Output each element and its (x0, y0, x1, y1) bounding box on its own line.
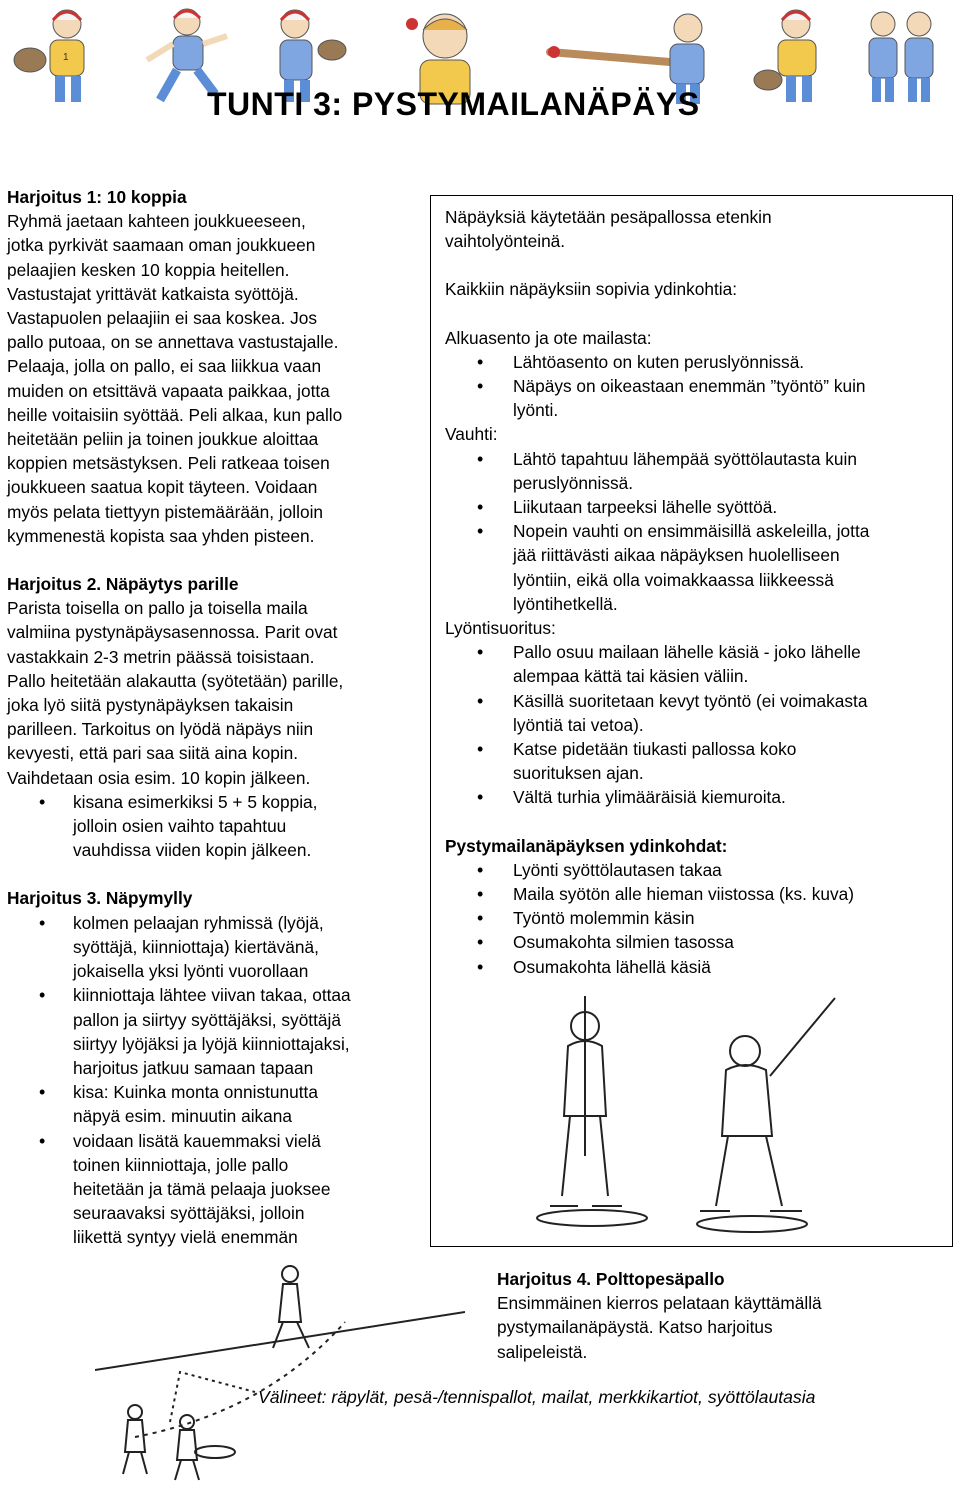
exercise-4-text (497, 1291, 947, 1364)
bullet-line: lyöntihetkellä. (513, 593, 618, 614)
bullet-line: liikettä syntyy vielä enemmän (73, 1227, 298, 1248)
text-line: koppien metsästyksen. Peli ratkeaa toisen (7, 453, 330, 474)
bullet-line: • Pallo osuu mailaan lähelle käsiä - joko lähelle (513, 642, 861, 663)
bullet-line: seuraavaksi syöttäjäksi, jolloin (73, 1203, 305, 1224)
text-line: Pallo heitetään alakautta (syötetään) parille, (7, 670, 344, 691)
text-line: pelaajien kesken 10 koppia heitellen. (7, 259, 290, 280)
text-line: kevyesti, että pari saa siitä aina kopin. (7, 743, 299, 764)
bullet-line: heitetään ja tämä pelaaja juoksee (73, 1178, 331, 1199)
text-line: Pelaaja, jolla on pallo, ei saa liikkua vaan (7, 356, 322, 377)
text-line: vastakkain 2-3 metrin päässä toisistaan. (7, 646, 315, 667)
stance-bullets (445, 350, 945, 423)
bullet-item (513, 955, 945, 979)
text-line: salipeleistä. (497, 1341, 588, 1362)
text-line: muiden on etsittävä vapaata paikkaa, jotta (7, 380, 330, 401)
bullet-item (513, 640, 945, 688)
text-line: Vastapuolen pelaajiin ei saa koskea. Jos (7, 308, 317, 329)
batter-line-drawing (530, 996, 840, 1236)
text-line: parilleen. Tarkoitus on lyödä näpäys niin (7, 719, 314, 740)
bullet-line: • Maila syötön alle hieman viistossa (ks. kuva) (513, 884, 854, 905)
bullet-line: • voidaan lisätä kauemmaksi vielä (73, 1130, 321, 1151)
bullet-line: syöttäjä, kiinniottaja) kiertävänä, (73, 936, 319, 957)
bullet-line: • Osumakohta lähellä käsiä (513, 956, 711, 977)
bullet-line: • kisa: Kuinka monta onnistunutta (73, 1082, 318, 1103)
bullet-line: toinen kiinniottaja, jolle pallo (73, 1154, 289, 1175)
vertical-bunt-bullets (445, 858, 945, 979)
bullet-line: alempaa kättä tai käsien väliin. (513, 666, 749, 687)
bullet-line: • Lähtö tapahtuu lähempää syöttölautasta kuin (513, 448, 857, 469)
bullet-item (73, 1129, 422, 1250)
exercise-3-bullets (7, 911, 422, 1250)
bullet-item (73, 790, 422, 863)
bullet-line: jää riittävästi aikaa näpäyksen huolelliseen (513, 545, 840, 566)
bullet-line: suorituksen ajan. (513, 763, 644, 784)
bullet-line: harjoitus jatkuu samaan tapaan (73, 1057, 314, 1078)
bullet-line: • Käsillä suoritetaan kevyt työntö (ei voimakasta (513, 690, 868, 711)
player-fielding-illustration (738, 2, 848, 106)
speed-label: Vauhti: (445, 424, 498, 445)
bullet-item (513, 930, 945, 954)
text-line: valmiina pystynäpäysasennossa. Parit ovat (7, 622, 338, 643)
text-line: myös pelata tiettyyn pistemäärään, jolloin (7, 501, 324, 522)
bullet-line: • Vältä turhia ylimääräisiä kiemuroita. (513, 787, 786, 808)
bullet-line: • Osumakohta silmien tasossa (513, 932, 734, 953)
svg-text:1: 1 (63, 52, 69, 63)
bullet-item (513, 858, 945, 882)
batting-drill-drawing (95, 1262, 465, 1482)
key-points-heading: Kaikkiin näpäyksiin sopivia ydinkohtia: (445, 279, 738, 300)
exercise-2-text (7, 596, 422, 790)
text-line: joukkueen saatua kopit täyteen. Voidaan (7, 477, 318, 498)
exercise-4 (497, 1267, 947, 1364)
bullet-line: • kolmen pelaajan ryhmissä (lyöjä, (73, 912, 324, 933)
bullet-item (513, 350, 945, 374)
bullet-line: peruslyönnissä. (513, 472, 634, 493)
bullet-line: • Työntö molemmin käsin (513, 908, 695, 929)
bullet-line: • Katse pidetään tiukasti pallossa koko (513, 739, 797, 760)
bullet-line: jolloin osien vaihto tapahtuu (73, 816, 287, 837)
speed-bullets (445, 447, 945, 616)
text-line: kymmenestä kopista saa yhden pisteen. (7, 525, 315, 546)
bullet-item (73, 1080, 422, 1128)
player-catching-illustration (5, 2, 115, 106)
bullet-line: näpyä esim. minuutin aikana (73, 1106, 293, 1127)
bullet-item (513, 689, 945, 737)
bullet-line: • kisana esimerkiksi 5 + 5 koppia, (73, 791, 318, 812)
bullet-line: lyöntiin, eikä olla voimakkaassa liikkeessä (513, 569, 834, 590)
text-line: Parista toisella on pallo ja toisella maila (7, 598, 308, 619)
bullet-item (513, 374, 945, 422)
exercise-2-heading: Harjoitus 2. Näpäytys parille (7, 574, 239, 595)
bullet-item (73, 983, 422, 1080)
exercise-1-text (7, 209, 422, 548)
bullet-item (513, 906, 945, 930)
left-column (7, 185, 422, 1250)
text-line: Ryhmä jaetaan kahteen joukkueeseen, (7, 211, 306, 232)
text-line: vaihtolyönteinä. (445, 231, 566, 252)
bullet-line: • kiinniottaja lähtee viivan takaa, ottaa (73, 985, 351, 1006)
bullet-line: lyönti. (513, 400, 559, 421)
hit-label: Lyöntisuoritus: (445, 618, 556, 639)
bullet-item (73, 911, 422, 984)
text-line: Vaihdetaan osia esim. 10 kopin jälkeen. (7, 767, 311, 788)
text-line: jotka pyrkivät saamaan oman joukkueen (7, 235, 316, 256)
bullet-line: • Nopein vauhti on ensimmäisillä askeleilla, jotta (513, 521, 870, 542)
bullet-line: siirtyy lyöjäksi ja lyöjä kiinniottajaksi, (73, 1033, 350, 1054)
bullet-item (513, 737, 945, 785)
text-line: pystymailanäpäystä. Katso harjoitus (497, 1317, 773, 1338)
bullet-item (513, 447, 945, 495)
bullet-line: • Liikutaan tarpeeksi lähelle syöttöä. (513, 497, 778, 518)
exercise-2-bullets (7, 790, 422, 863)
exercise-4-heading: Harjoitus 4. Polttopesäpallo (497, 1269, 725, 1289)
stance-label: Alkuasento ja ote mailasta: (445, 327, 652, 348)
bullet-line: pallon ja siirtyy syöttäjäksi, syöttäjä (73, 1009, 341, 1030)
bullet-line: jokaisella yksi lyönti vuorollaan (73, 961, 309, 982)
bullet-line: lyöntiä tai vetoa). (513, 714, 644, 735)
text-line: Vastustajat yrittävät katkaista syöttöjä. (7, 283, 299, 304)
text-line: joka lyö siitä pystynäpäyksen takaisin (7, 695, 294, 716)
box-intro (445, 205, 945, 253)
text-line: pallo putoaa, on se annettava vastustajalle. (7, 332, 339, 353)
bullet-line: • Lyönti syöttölautasen takaa (513, 859, 722, 880)
bullet-line: • Näpäys on oikeastaan enemmän ”työntö” kuin (513, 376, 866, 397)
two-players-illustration (845, 2, 955, 106)
bullet-item (513, 495, 945, 519)
hit-bullets (445, 640, 945, 809)
bullet-item (513, 882, 945, 906)
exercise-3-heading: Harjoitus 3. Näpymylly (7, 888, 193, 909)
text-line: heitetään peliin ja toinen joukkue aloittaa (7, 429, 319, 450)
bullet-item (513, 785, 945, 809)
bullet-line: • Lähtöasento on kuten peruslyönnissä. (513, 351, 805, 372)
bullet-item (513, 519, 945, 616)
page-title: TUNTI 3: PYSTYMAILANÄPÄYS (207, 86, 700, 122)
text-line: Ensimmäinen kierros pelataan käyttämällä (497, 1293, 822, 1314)
bullet-line: vauhdissa viiden kopin jälkeen. (73, 840, 312, 861)
exercise-1-heading: Harjoitus 1: 10 koppia (7, 187, 187, 207)
vertical-bunt-heading: Pystymailanäpäyksen ydinkohdat: (445, 835, 728, 856)
text-line: heille voitaisiin syöttää. Peli alkaa, kun pallo (7, 404, 343, 425)
text-line: Näpäyksiä käytetään pesäpallossa etenkin (445, 207, 772, 227)
equipment-line: Välineet: räpylät, pesä-/tennispallot, mailat, merkkikartiot, syöttölautasia (258, 1387, 816, 1407)
